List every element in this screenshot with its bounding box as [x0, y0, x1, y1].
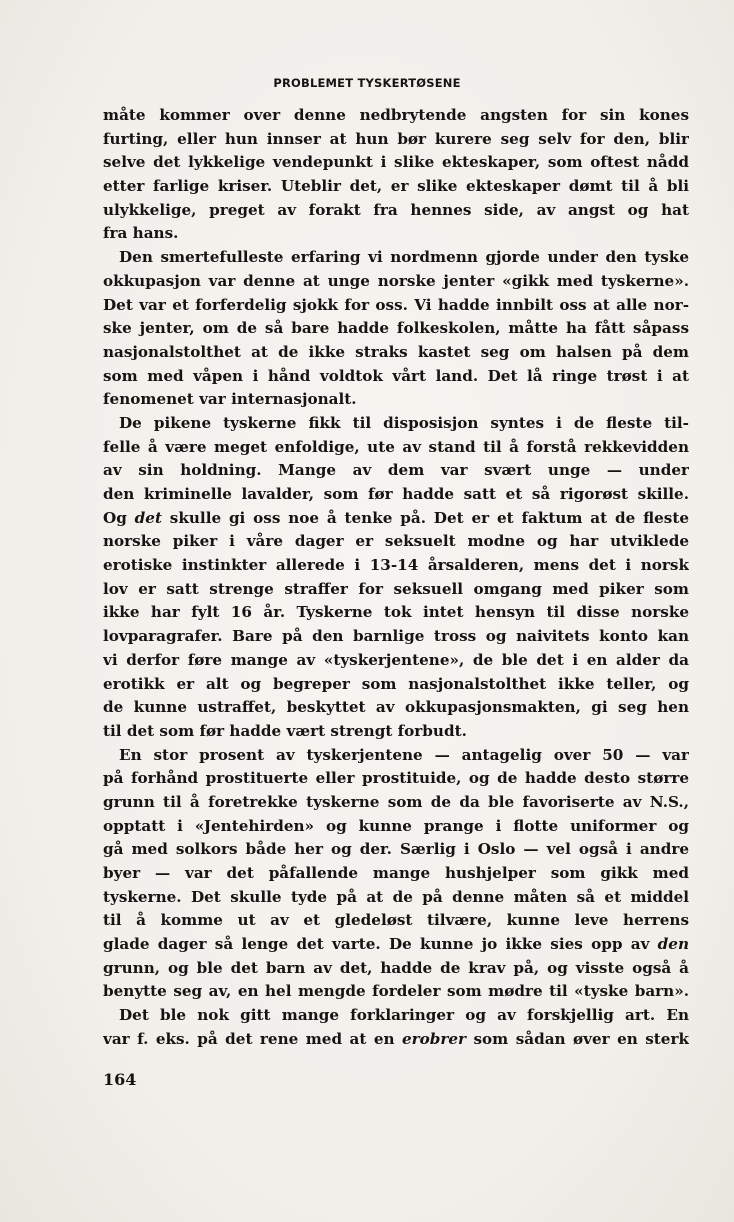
- text-line: [103, 483, 689, 507]
- text-segment: den kriminelle lavalder, som før hadde satt et så rigorøst skille.: [103, 485, 689, 503]
- text-segment: erotiske instinkter allerede i 13-14 årsalderen, mens det i norsk: [103, 556, 689, 575]
- text-line: [103, 815, 689, 839]
- text-segment: av sin holdning. Mange av dem var svært unge — under: [103, 461, 689, 480]
- text-segment: norske piker i våre dager er seksuelt modne og har utviklede: [103, 532, 689, 551]
- text-segment: lov er satt strenge straffer for seksuell omgang med piker som: [103, 579, 689, 598]
- text-segment: skulle gi oss noe å tenke på. Det er et faktum at de fleste: [161, 508, 689, 527]
- text-segment: erotikk er alt og begreper som nasjonalstolthet ikke teller, og: [103, 674, 689, 693]
- text-line: [103, 1028, 689, 1052]
- text-line: [103, 341, 689, 365]
- text-segment: lovparagrafer. Bare på den barnlige tross og naivitets konto kan: [103, 627, 689, 646]
- emphasis-text: det: [134, 508, 162, 527]
- text-segment: grunn til å foretrekke tyskerne som de da ble favoriserte av N.S.,: [103, 792, 689, 811]
- text-segment: fenomenet var internasjonalt.: [103, 390, 357, 409]
- text-line: [103, 838, 689, 862]
- body-text: [103, 104, 689, 1052]
- text-line: [103, 673, 689, 697]
- text-line: [103, 294, 689, 318]
- text-line: [103, 222, 689, 246]
- running-header: PROBLEMET TYSKERTØSENE: [273, 76, 461, 90]
- text-segment: byer — var det påfallende mange hushjelper som gikk med: [103, 864, 689, 882]
- text-line: [103, 720, 689, 744]
- text-line: [103, 317, 689, 341]
- text-line: [103, 649, 689, 673]
- text-segment: til det som før hadde vært strengt forbudt.: [103, 721, 467, 740]
- text-line: [103, 270, 689, 294]
- text-line: [103, 933, 689, 957]
- text-line: [103, 507, 689, 531]
- text-segment: felle å være meget enfoldige, ute av stand til å forstå rekkevidden: [103, 437, 689, 456]
- text-line: [103, 365, 689, 389]
- text-line: [103, 578, 689, 602]
- text-segment: var f. eks. på det rene med at en: [103, 1029, 402, 1048]
- text-line: [103, 151, 689, 175]
- text-segment: ikke har fylt 16 år. Tyskerne tok intet hensyn til disse norske: [103, 603, 689, 622]
- text-segment: Det var et forferdelig sjokk for oss. Vi hadde innbilt oss at alle nor-: [103, 295, 689, 314]
- text-line: [103, 1004, 689, 1028]
- text-line: [103, 625, 689, 649]
- text-segment: på forhånd prostituerte eller prostituide, og de hadde desto større: [103, 769, 689, 788]
- text-segment: grunn, og ble det barn av det, hadde de krav på, og visste også å: [103, 958, 689, 977]
- text-line: [103, 530, 689, 554]
- text-segment: måte kommer over denne nedbrytende angsten for sin kones: [103, 106, 689, 124]
- text-line: [103, 175, 689, 199]
- text-segment: de kunne ustraffet, beskyttet av okkupasjonsmakten, gi seg hen: [103, 698, 689, 717]
- text-line: [103, 436, 689, 460]
- text-segment: etter farlige kriser. Uteblir det, er slike ekteskaper dømt til å bli: [103, 177, 689, 196]
- text-segment: En stor prosent av tyskerjentene — antagelig over 50 — var: [119, 745, 689, 764]
- text-line: [103, 862, 689, 886]
- text-line: [103, 104, 689, 128]
- text-line: [103, 128, 689, 152]
- text-line: [103, 696, 689, 720]
- text-line: [103, 744, 689, 768]
- text-segment: ske jenter, om de så bare hadde folkeskolen, måtte ha fått såpass: [103, 319, 689, 338]
- text-line: [103, 601, 689, 625]
- text-line: [103, 412, 689, 436]
- text-segment: furting, eller hun innser at hun bør kurere seg selv for den, blir: [103, 129, 689, 148]
- text-segment: vi derfor føre mange av «tyskerjentene», de ble det i en alder da: [103, 650, 689, 669]
- text-segment: som med våpen i hånd voldtok vårt land. Det lå ringe trøst i at: [103, 366, 689, 385]
- emphasis-text: erobrer: [401, 1029, 467, 1048]
- text-segment: Og: [103, 508, 135, 527]
- text-segment: opptatt i «Jentehirden» og kunne prange i flotte uniformer og: [103, 816, 689, 835]
- text-segment: til å komme ut av et gledeløst tilvære, kunne leve herrens: [103, 911, 689, 930]
- text-segment: som sådan øver en sterk: [466, 1029, 689, 1048]
- text-segment: okkupasjon var denne at unge norske jenter «gikk med tyskerne».: [103, 271, 689, 290]
- text-line: [103, 767, 689, 791]
- text-line: [103, 459, 689, 483]
- text-line: [103, 246, 689, 270]
- text-line: [103, 388, 689, 412]
- text-segment: Den smertefulleste erfaring vi nordmenn gjorde under den tyske: [119, 248, 689, 267]
- text-line: [103, 957, 689, 981]
- text-segment: De pikene tyskerne fikk til disposisjon syntes i de fleste til-: [119, 413, 689, 432]
- text-line: [103, 909, 689, 933]
- text-segment: selve det lykkelige vendepunkt i slike ekteskaper, som oftest nådd: [103, 153, 689, 172]
- text-segment: benytte seg av, en hel mengde fordeler som mødre til «tyske barn».: [103, 982, 689, 1001]
- text-segment: tyskerne. Det skulle tyde på at de på denne måten så et middel: [103, 887, 689, 906]
- text-segment: ulykkelige, preget av forakt fra hennes side, av angst og hat: [103, 200, 689, 219]
- text-line: [103, 791, 689, 815]
- emphasis-text: den: [657, 935, 689, 954]
- text-segment: nasjonalstolthet at de ikke straks kastet seg om halsen på dem: [103, 342, 689, 361]
- text-line: [103, 980, 689, 1004]
- text-line: [103, 554, 689, 578]
- page-number: 164: [103, 1070, 137, 1089]
- text-segment: Det ble nok gitt mange forklaringer og av forskjellig art. En: [119, 1006, 689, 1025]
- text-line: [103, 886, 689, 910]
- text-segment: glade dager så lenge det varte. De kunne jo ikke sies opp av: [103, 935, 658, 954]
- text-segment: fra hans.: [103, 224, 179, 243]
- text-line: [103, 199, 689, 223]
- text-segment: gå med solkors både her og der. Særlig i Oslo — vel også i andre: [103, 840, 689, 859]
